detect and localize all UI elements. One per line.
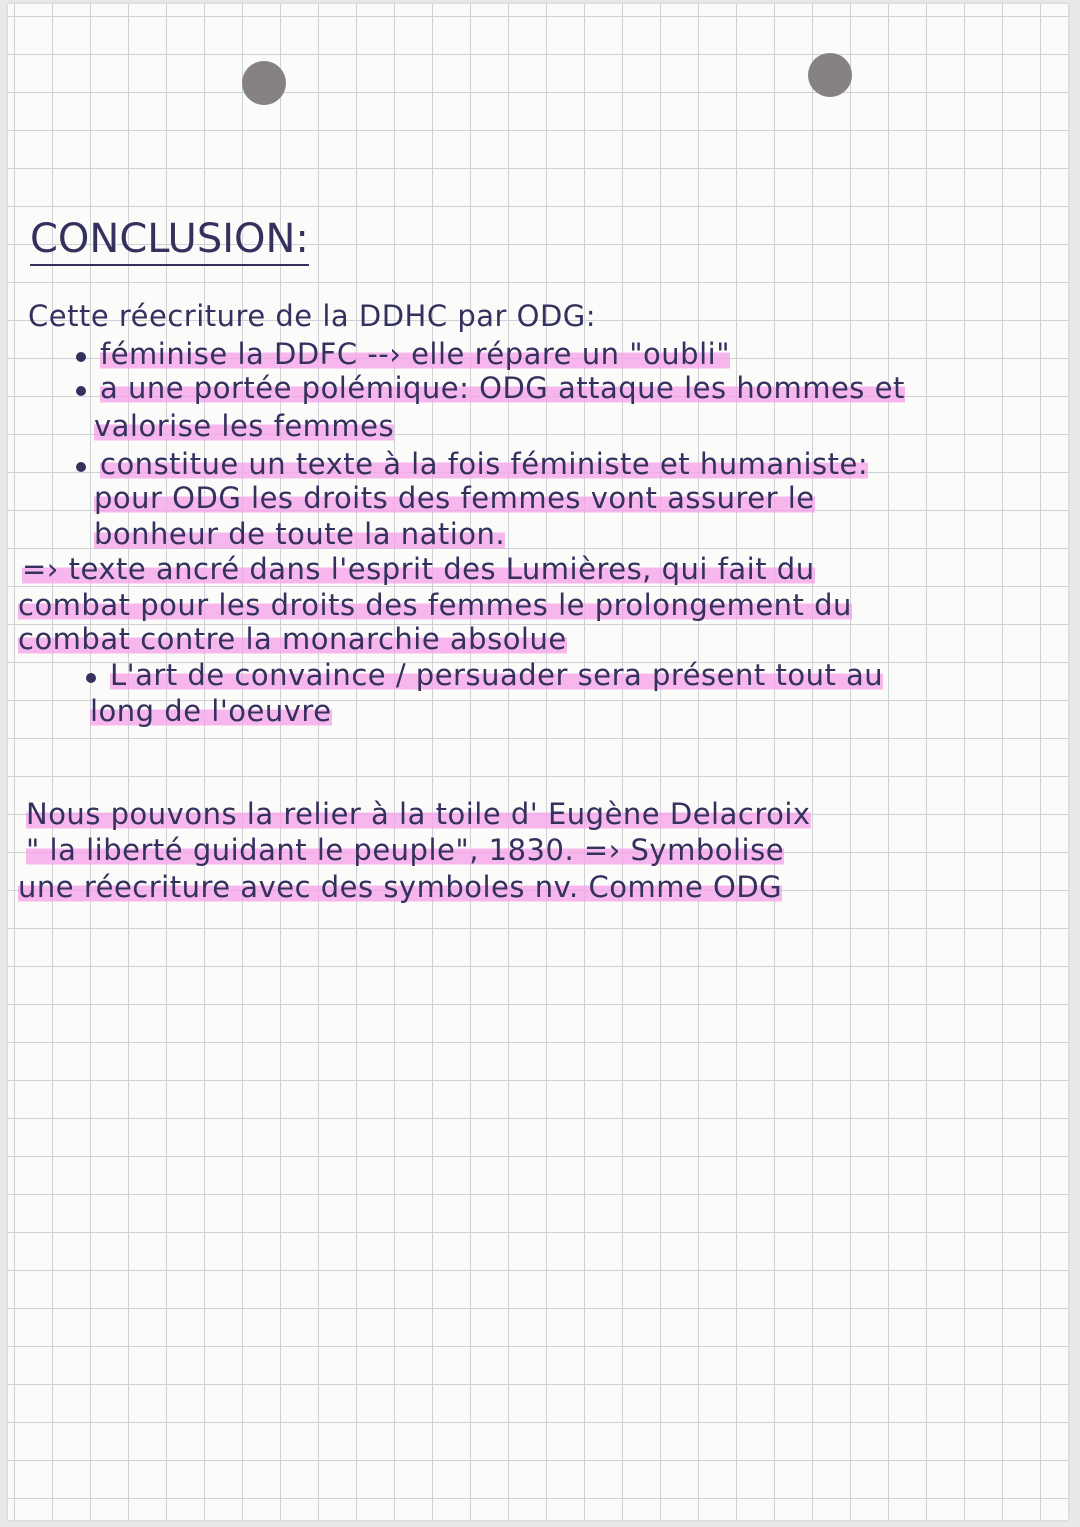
bullet-text: valorise les femmes xyxy=(94,409,395,443)
delacroix-line xyxy=(18,870,782,904)
delacroix-text: " la liberté guidant le peuple", 1830. =› Symbolise xyxy=(26,833,785,867)
delacroix-text: une réecriture avec des symboles nv. Comme ODG xyxy=(18,870,783,904)
notebook-page xyxy=(8,4,1068,1520)
bullet-feminise xyxy=(100,337,730,371)
bullet-text: long de l'oeuvre xyxy=(90,694,332,728)
conclusion-text: combat contre la monarchie absolue xyxy=(18,622,567,656)
delacroix-text: Nous pouvons la relier à la toile d' Eugène Delacroix xyxy=(26,797,811,831)
conclusion-line xyxy=(22,552,815,586)
delacroix-line xyxy=(26,833,784,867)
conclusion-line xyxy=(18,588,852,622)
conclusion-line xyxy=(18,622,567,656)
bullet-text: pour ODG les droits des femmes vont assurer le xyxy=(94,481,815,515)
bullet-text: L'art de convaince / persuader sera présent tout au xyxy=(110,658,884,692)
bullet-art xyxy=(110,658,883,692)
page-title: CONCLUSION: xyxy=(30,216,309,266)
conclusion-text: =› texte ancré dans l'esprit des Lumières, qui fait du xyxy=(22,552,815,586)
bullet-continuation xyxy=(90,694,332,728)
conclusion-text: combat pour les droits des femmes le prolongement du xyxy=(18,588,852,622)
bullet-text: constitue un texte à la fois féministe et humaniste: xyxy=(100,447,869,481)
bullet-text: féminise la DDFC --› elle répare un "oubli" xyxy=(100,337,731,371)
punch-hole-left xyxy=(242,61,286,105)
bullet-text: bonheur de toute la nation. xyxy=(94,517,506,551)
bullet-continuation xyxy=(94,409,394,443)
bullet-constitue xyxy=(100,447,868,481)
bullet-continuation xyxy=(94,481,815,515)
delacroix-line xyxy=(26,797,811,831)
punch-hole-right xyxy=(808,53,852,97)
bullet-text: a une portée polémique: ODG attaque les hommes et xyxy=(100,371,905,405)
bullet-portee xyxy=(100,371,905,405)
intro-line: Cette réecriture de la DDHC par ODG: xyxy=(28,299,597,333)
bullet-continuation xyxy=(94,517,505,551)
